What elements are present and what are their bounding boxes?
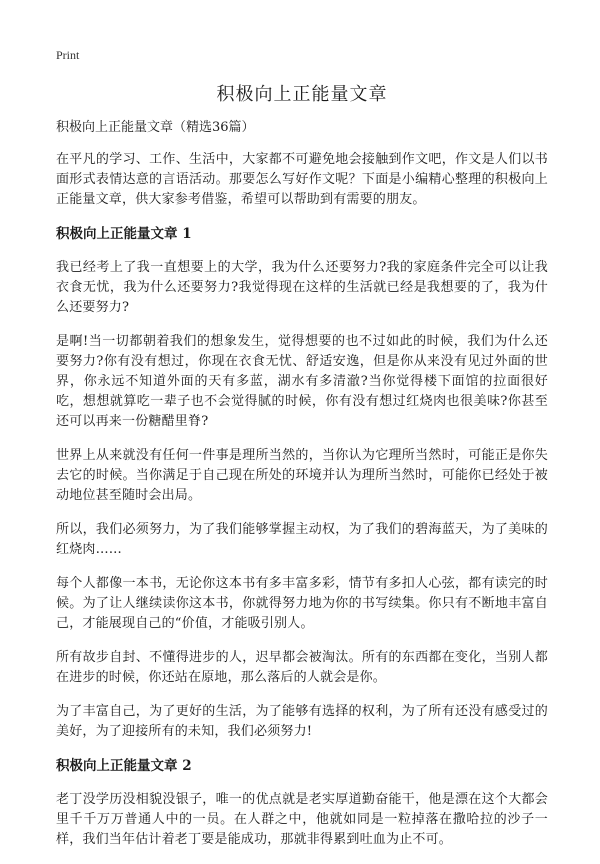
paragraph: 所有故步自封、不懂得进步的人，迟早都会被淘汰。所有的东西都在变化，当别人都在进步的时候，你还站在原地，那么落后的人就会是你。 <box>56 650 548 685</box>
page-title: 积极向上正能量文章 <box>216 84 388 105</box>
paragraph: 我已经考上了我一直想要上的大学，我为什么还要努力?我的家庭条件完全可以让我衣食无忧，我为什么还要努力?我觉得现在这样的生活就已经是我想要的了，我为什么还要努力? <box>56 260 548 315</box>
paragraph: 老丁没学历没相貌没银子，唯一的优点就是老实厚道勤奋能干，他是漂在这个大都会里千千万万普通人中的一员。在人群之中，他就如同是一粒掉落在撒哈拉的沙子一样，我们当年估计着老丁要是能成功，那就非得累到吐血为止不可。 <box>56 792 548 847</box>
paragraph: 每个人都像一本书，无论你这本书有多丰富多彩，情节有多扣人心弦，都有读完的时候。为了让人继续读你这本书，你就得努力地为你的书写续集。你只有不断地丰富自己，才能展现自己的“价值，才能吸引别人。 <box>56 576 548 631</box>
paragraph: 为了丰富自己，为了更好的生活，为了能够有选择的权利，为了所有还没有感受过的美好，为了迎接所有的未知，我们必须努力! <box>56 704 548 739</box>
paragraph: 世界上从来就没有任何一件事是理所当然的，当你认为它理所当然时，可能正是你失去它的时候。当你满足于自己现在所处的环境并认为理所当然时，可能你已经处于被动地位甚至随时会出局。 <box>56 448 548 503</box>
section-heading-1: 积极向上正能量文章 1 <box>56 226 192 242</box>
print-link[interactable]: Print <box>56 48 80 62</box>
section-heading-2: 积极向上正能量文章 2 <box>56 758 192 774</box>
paragraph: 是啊!当一切都朝着我们的想象发生，觉得想要的也不过如此的时候，我们为什么还要努力?你有没有想过，你现在衣食无忧、舒适安逸，但是你从来没有见过外面的世界，你永远不知道外面的天有多蓝，湖水有多清澈?当你觉得楼下面馆的拉面很好吃，想想就算吃一辈子也不会觉得腻的时候，你有没有想过红烧肉也很美味?你甚至还可以再来一份糖醋里脊? <box>56 334 548 429</box>
paragraph: 所以，我们必须努力，为了我们能够掌握主动权，为了我们的碧海蓝天，为了美味的红烧肉…… <box>56 522 548 557</box>
intro-paragraph: 在平凡的学习、工作、生活中，大家都不可避免地会接触到作文吧，作文是人们以书面形式表情达意的言语活动。那要怎么写好作文呢？下面是小编精心整理的积极向上正能量文章，供大家参考借鉴，希望可以帮助到有需要的朋友。 <box>56 152 548 207</box>
article-content <box>56 118 548 864</box>
article-subtitle: 积极向上正能量文章（精选36篇） <box>56 120 255 135</box>
